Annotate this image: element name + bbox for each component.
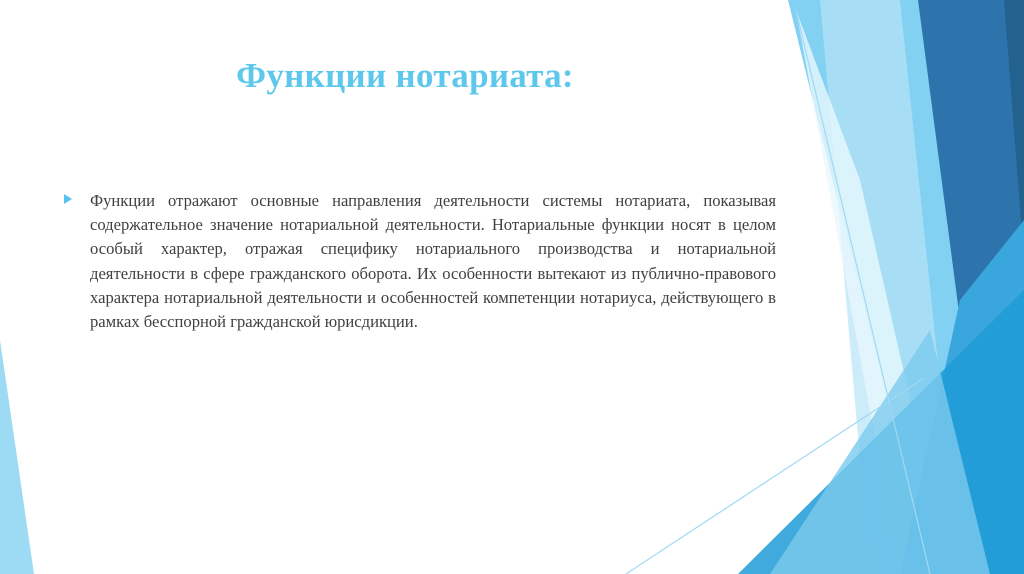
bullet-text: Функции отражают основные направления деятельности системы нотариата, показывая содержательное значение нотариальной деятельности. Нотариальные функции носят в целом особый характер, отражая специфику нотариального производства и нотариальной деятельности в сфере гражданского оборота. Их особенности вытекают из публично-правового характера нотариальной деятельности и особенностей компетенции нотариуса, действующего в рамках бесспорной гражданской юрисдикции. [90,191,776,332]
bullet-triangle-icon [64,194,72,204]
left-edge-shape [0,340,34,574]
bullet-item [64,189,776,334]
slide-title: Функции нотариата: [236,56,574,95]
